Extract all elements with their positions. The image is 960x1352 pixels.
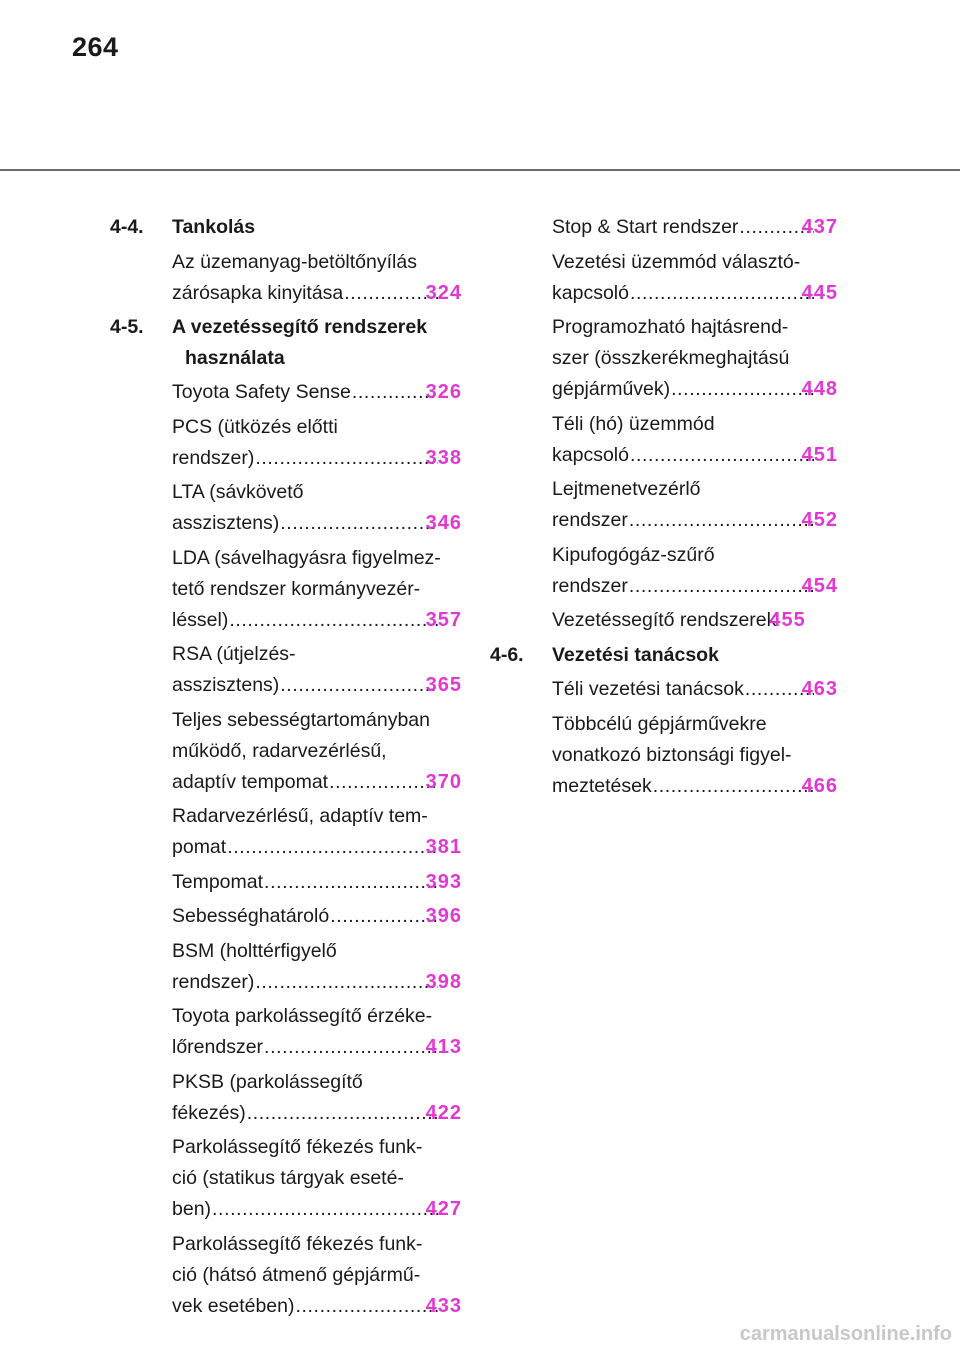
leader-dots [344, 278, 437, 309]
entry-text-line: LDA (sávelhagyásra figyelmez- [172, 546, 441, 569]
page-link[interactable]: 413 [425, 1036, 462, 1058]
page-link[interactable]: 445 [801, 281, 838, 304]
page-link[interactable]: 326 [425, 381, 462, 403]
entry-text-line: fékezés) [172, 1101, 246, 1124]
leader-dots [671, 374, 813, 405]
leader-dots [630, 278, 814, 309]
page-link[interactable]: 393 [425, 870, 462, 893]
entry-text-line: Lejtmenetvezérlő [552, 478, 701, 500]
toc-entry[interactable] [172, 639, 462, 701]
section-number: 4-4. [110, 216, 144, 238]
entry-text-line: Téli (hó) üzemmód [552, 412, 715, 435]
section-title: Vezetési tanácsok [552, 643, 719, 666]
toc-entry[interactable] [552, 312, 838, 405]
entry-text-line: Kipufogógáz-szűrő [552, 543, 715, 566]
toc-entry[interactable] [172, 543, 462, 636]
toc-entry[interactable] [172, 705, 462, 798]
entry-text-line: rendszer) [172, 970, 255, 993]
section-number: 4-6. [490, 643, 524, 666]
leader-dots [280, 670, 437, 701]
toc-entry[interactable] [172, 936, 462, 998]
entry-text-line: vonatkozó biztonsági figyel- [552, 743, 792, 766]
entry-text-line: működő, radarvezérlésű, [172, 739, 387, 762]
leader-dots [229, 605, 437, 636]
page-link[interactable]: 398 [425, 970, 462, 993]
leader-dots [653, 771, 814, 802]
entry-text-line: lőrendszer [172, 1036, 264, 1058]
entry-text-line: ció (hátsó átmenő gépjármű- [172, 1263, 421, 1286]
page-link[interactable]: 370 [425, 770, 462, 793]
page-link[interactable]: 448 [801, 378, 838, 400]
toc-entry[interactable] [172, 1229, 462, 1322]
entry-text-line: RSA (útjelzés- [172, 643, 296, 665]
entry-text-line: kapcsoló [552, 281, 629, 304]
leader-dots [280, 508, 437, 539]
entry-text-line: léssel) [172, 608, 229, 631]
page-link[interactable]: 452 [801, 509, 838, 531]
page-link[interactable]: 324 [425, 281, 462, 304]
section-number: 4-5. [110, 316, 144, 338]
toc-entry[interactable] [172, 477, 462, 539]
entry-text-line: Parkolássegítő fékezés funk- [172, 1232, 423, 1255]
leader-dots [329, 767, 438, 798]
toc-entry[interactable] [552, 605, 838, 636]
leader-dots [630, 440, 814, 471]
page-link[interactable]: 463 [801, 678, 838, 700]
entry-text-line: Toyota parkolássegítő érzéke- [172, 1005, 433, 1027]
entry-text-line: LTA (sávkövető [172, 481, 304, 503]
page-link[interactable]: 466 [801, 774, 838, 797]
entry-text-line: tető rendszer kormányvezér- [172, 577, 421, 600]
entry-text-line: Téli vezetési tanácsok [552, 678, 744, 700]
page-link[interactable]: 454 [801, 574, 838, 597]
entry-text-line: rendszer [552, 509, 628, 531]
entry-text-line: vek esetében) [172, 1294, 295, 1317]
entry-text-line: rendszer [552, 574, 628, 597]
page-link[interactable]: 437 [801, 216, 838, 238]
toc-section-heading [110, 212, 462, 243]
entry-text-line: Vezetési üzemmód választó- [552, 250, 801, 273]
toc-entry[interactable] [552, 709, 838, 802]
entry-text-line: Sebességhatároló [172, 905, 330, 927]
entry-text-line: ció (statikus tárgyak eseté- [172, 1167, 404, 1189]
toc-right-column [490, 212, 838, 805]
toc-entry[interactable] [172, 1001, 462, 1063]
page-link[interactable]: 346 [425, 512, 462, 534]
toc-entry[interactable] [172, 1067, 462, 1129]
toc-entry[interactable] [552, 474, 838, 536]
header-rule [0, 169, 960, 171]
entry-text-line: szer (összkerékmeghajtású [552, 347, 790, 369]
leader-dots [330, 901, 437, 932]
leader-dots [352, 377, 438, 408]
leader-dots [212, 1194, 438, 1225]
leader-dots [629, 571, 814, 602]
page-link[interactable]: 427 [425, 1198, 462, 1220]
toc-entry[interactable] [172, 1132, 462, 1225]
entry-text-line: kapcsoló [552, 443, 629, 466]
toc-entry[interactable] [552, 674, 838, 705]
toc-entry[interactable] [552, 212, 838, 243]
watermark: carmanualsonline.info [739, 1323, 952, 1345]
page-number: 264 [72, 32, 119, 62]
entry-text-line: ben) [172, 1198, 212, 1220]
entry-text-line: asszisztens) [172, 512, 280, 534]
entry-text-line: BSM (holttérfigyelő [172, 939, 337, 962]
toc-entry[interactable] [172, 901, 462, 932]
page-link[interactable]: 396 [425, 905, 462, 927]
page-link[interactable]: 357 [425, 608, 462, 631]
toc-left-column [110, 212, 462, 1325]
page-link[interactable]: 422 [425, 1101, 462, 1124]
entry-text-line: Az üzemanyag-betöltőnyílás [172, 250, 417, 273]
toc-entry[interactable] [172, 867, 462, 898]
entry-text-line: Parkolássegítő fékezés funk- [172, 1136, 423, 1158]
toc-entry[interactable] [552, 540, 838, 602]
toc-section-heading [110, 312, 462, 373]
section-title: Tankolás [172, 216, 256, 238]
toc-section-heading [490, 640, 838, 671]
entry-text-line: PKSB (parkolássegítő [172, 1070, 363, 1093]
entry-text-line: asszisztens) [172, 674, 280, 696]
leader-dots [629, 505, 814, 536]
page-link[interactable]: 365 [425, 674, 462, 696]
leader-dots [264, 867, 438, 898]
entry-text-line: Tempomat [172, 870, 264, 893]
page-link[interactable]: 338 [425, 446, 462, 469]
toc-entry[interactable] [172, 377, 462, 408]
entry-text-line: Többcélú gépjárművekre [552, 712, 767, 735]
entry-text-line: zárósapka kinyitása [172, 281, 344, 304]
page-link[interactable]: 381 [425, 836, 462, 858]
entry-text-line: meztetések [552, 774, 652, 797]
toc-entry[interactable] [552, 409, 838, 471]
toc-entry[interactable] [172, 801, 462, 863]
toc-entry[interactable] [552, 247, 838, 309]
entry-text-line: rendszer) [172, 446, 255, 469]
entry-text-line: Vezetéssegítő rendszerek [552, 609, 777, 631]
entry-text-line: Toyota Safety Sense [172, 381, 351, 403]
page-link[interactable]: 451 [801, 443, 838, 466]
leader-dots [264, 1032, 438, 1063]
entry-text-line: adaptív tempomat [172, 770, 329, 793]
leader-dots [247, 1098, 438, 1129]
leader-dots [296, 1291, 438, 1322]
section-title: A vezetéssegítő rendszerek használata [172, 316, 428, 369]
entry-text-line: PCS (ütközés előtti [172, 415, 338, 438]
toc-entry[interactable] [172, 412, 462, 474]
entry-text-line: Radarvezérlésű, adaptív tem- [172, 805, 428, 827]
entry-text-line: gépjárművek) [552, 378, 671, 400]
leader-dots [227, 832, 437, 863]
page-link[interactable]: 455 [769, 609, 806, 631]
page-link[interactable]: 433 [425, 1294, 462, 1317]
entry-text-line: Stop & Start rendszer [552, 216, 739, 238]
entry-text-line: pomat [172, 836, 227, 858]
entry-text-line: Programozható hajtásrend- [552, 316, 789, 338]
toc-entry[interactable] [172, 247, 462, 309]
leader-dots [255, 443, 437, 474]
leader-dots [255, 967, 437, 998]
entry-text-line: Teljes sebességtartományban [172, 708, 430, 731]
